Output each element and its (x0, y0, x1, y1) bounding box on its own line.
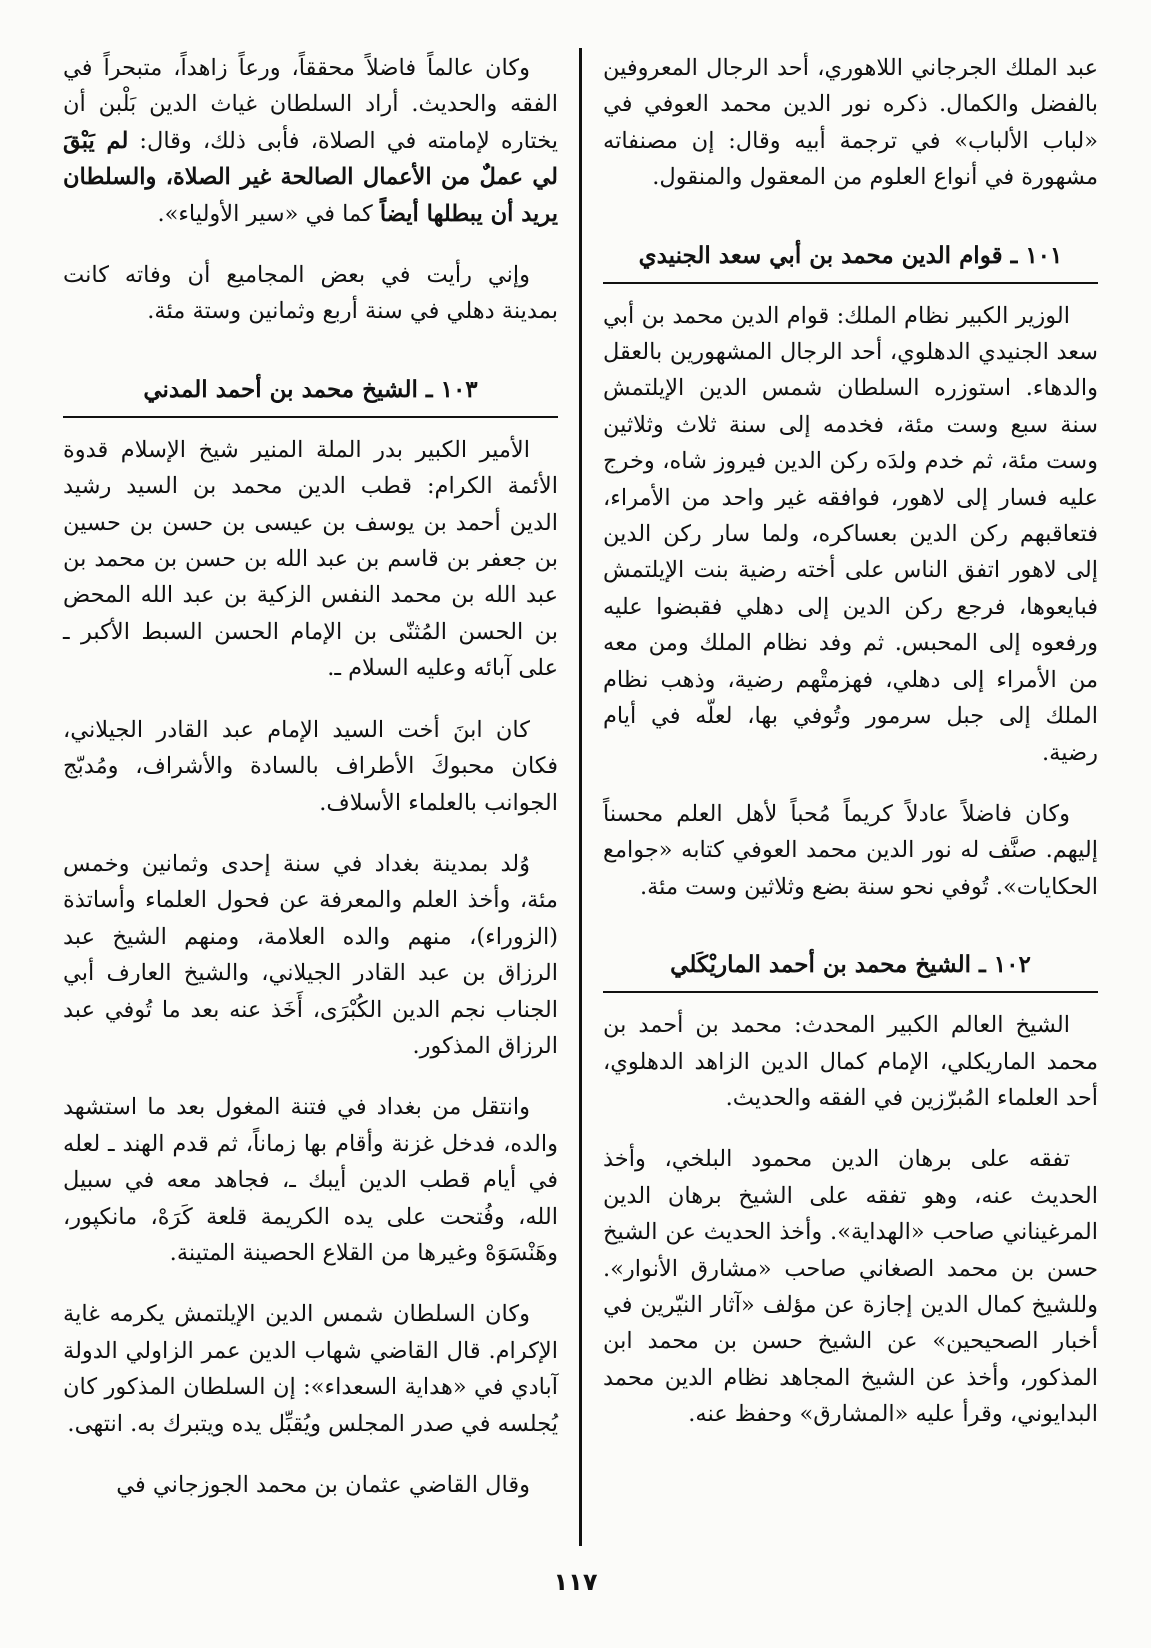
text-run: وكان عالماً فاضلاً محققاً، ورعاً زاهداً، متبحراً في الفقه والحديث. أراد السلطان غياث الدين بَلْبن أن يختاره لإمامته في الصلاة، فأبى ذلك، وقال: (63, 55, 558, 154)
left-column (63, 50, 558, 1528)
bold-quote: لم يَبْقَ لي عملٌ من الأعمال الصالحة غير الصلاة، والسلطان يريد أن يبطلها أيضاً (63, 127, 558, 227)
paragraph: وكان فاضلاً عادلاً كريماً مُحباً لأهل العلم محسناً إليهم. صنَّف له نور الدين محمد العوفي كتابه «جوامع الحكايات». تُوفي نحو سنة بضع وثلاثين وست مئة. (603, 800, 1098, 900)
paragraph: وُلد بمدينة بغداد في سنة إحدى وثمانين وخمس مئة، وأخذ العلم والمعرفة عن فحول العلماء وأساتذة (الزوراء)، منهم والده العلامة، ومنهم الشيخ عبد الرزاق بن عبد القادر الجيلاني، والشيخ العارف أبي الجناب نجم الدين الكُبْرَى، أَخَذ عنه بعد ما تُوفي عبد الرزاق المذكور. (63, 850, 558, 1059)
column-divider (579, 48, 582, 1546)
paragraph: وقال القاضي عثمان بن محمد الجوزجاني في (116, 1472, 530, 1498)
paragraph: الوزير الكبير نظام الملك: قوام الدين محمد بن أبي سعد الجنيدي الدهلوي، أحد الرجال المشهورين بالعقل والدهاء. استوزره السلطان شمس الدين الإيلتمش سنة سبع وست مئة، فخدمه إلى سنة ثلاث وثلاثين وست مئة، ثم خدم ولدَه ركن الدين فيروز شاه، وخرج عليه فسار إلى لاهور، فوافقه غير واحد من الأمراء، فتعاقبهم ركن الدين بعساكره، ولما سار ركن الدين إلى لاهور اتفق الناس على أخته رضية بنت الإيلتمش فبايعوها، فرجع ركن الدين إلى دهلي فقبضوا عليه ورفعوه إلى المحبس. ثم وفد نظام الملك ومن معه من الأمراء إلى دهلي، فهزمتْهم رضية، وذهب نظام الملك إلى جبل سرمور وتُوفي بها، لعلّه في أيام رضية. (603, 302, 1098, 766)
paragraph: وانتقل من بغداد في فتنة المغول بعد ما استشهد والده، فدخل غزنة وأقام بها زماناً، ثم قدم الهند ـ لعله في أيام قطب الدين أيبك ـ، فجاهد معه في سبيل الله، وفُتحت على يده الكريمة قلعة كَرَهْ، مانكپور، وهَنْسَوَهْ وغيرها من القلاع الحصينة المتينة. (63, 1094, 558, 1266)
paragraph: وإني رأيت في بعض المجاميع أن وفاته كانت بمدينة دهلي في سنة أربع وثمانين وستة مئة. (63, 262, 558, 325)
paragraph (63, 50, 558, 232)
paragraph: كان ابنَ أخت السيد الإمام عبد القادر الجيلاني، فكان محبوكَ الأطراف بالسادة والأشراف، ومُدبّج الجوانب بالعلماء الأسلاف. (63, 716, 558, 816)
paragraph: عبد الملك الجرجاني اللاهوري، أحد الرجال المعروفين بالفضل والكمال. ذكره نور الدين محمد العوفي في «لباب الألباب» في ترجمة أبيه وقال: إن مصنفاته مشهورة في أنواع العلوم من المعقول والمنقول. (603, 55, 1098, 191)
paragraph: وكان السلطان شمس الدين الإيلتمش يكرمه غاية الإكرام. قال القاضي شهاب الدين عمر الزاولي الدولة آبادي في «هداية السعداء»: إن السلطان المذكور كان يُجلسه في صدر المجلس ويُقبِّل يده ويتبرك به. انتهى. (63, 1301, 558, 1437)
entry-heading-102: ١٠٢ ـ الشيخ محمد بن أحمد الماريْكَلي (603, 947, 1098, 993)
entry-heading-101: ١٠١ ـ قوام الدين محمد بن أبي سعد الجنيدي (603, 238, 1098, 284)
entry-heading-103: ١٠٣ ـ الشيخ محمد بن أحمد المدني (63, 372, 558, 418)
paragraph: الأمير الكبير بدر الملة المنير شيخ الإسلام قدوة الأئمة الكرام: قطب الدين محمد بن السيد رشيد الدين أحمد بن يوسف بن عيسى بن حسن بن حسين بن جعفر بن قاسم بن عبد الله بن حسن بن محمد بن عبد الله بن محمد النفس الزكية بن عبد الله المحض بن الحسن المُثنّى بن الإمام الحسن السبط الأكبر ـ على آبائه وعليه السلام ـ. (63, 436, 558, 682)
paragraph: تفقه على برهان الدين محمود البلخي، وأخذ الحديث عنه، وهو تفقه على الشيخ برهان الدين المرغيناني صاحب «الهداية». وأخذ الحديث عن الشيخ حسن بن محمد الصغاني صاحب «مشارق الأنوار». وللشيخ كمال الدين إجازة عن مؤلف «آثار النيّرين في أخبار الصحيحين» عن الشيخ حسن بن محمد ابن المذكور، وأخذ عن الشيخ المجاهد نظام الدين محمد البدايوني، وقرأ عليه «المشارق» وحفظ عنه. (603, 1146, 1098, 1428)
right-column (603, 50, 1098, 1458)
page-number: ١١٧ (553, 1568, 598, 1596)
paragraph: الشيخ العالم الكبير المحدث: محمد بن أحمد بن محمد الماريكلي، الإمام كمال الدين الزاهد الدهلوي، أحد العلماء المُبرّزين في الفقه والحديث. (603, 1012, 1098, 1111)
text-run: كما في «سير الأولياء». (157, 200, 380, 227)
